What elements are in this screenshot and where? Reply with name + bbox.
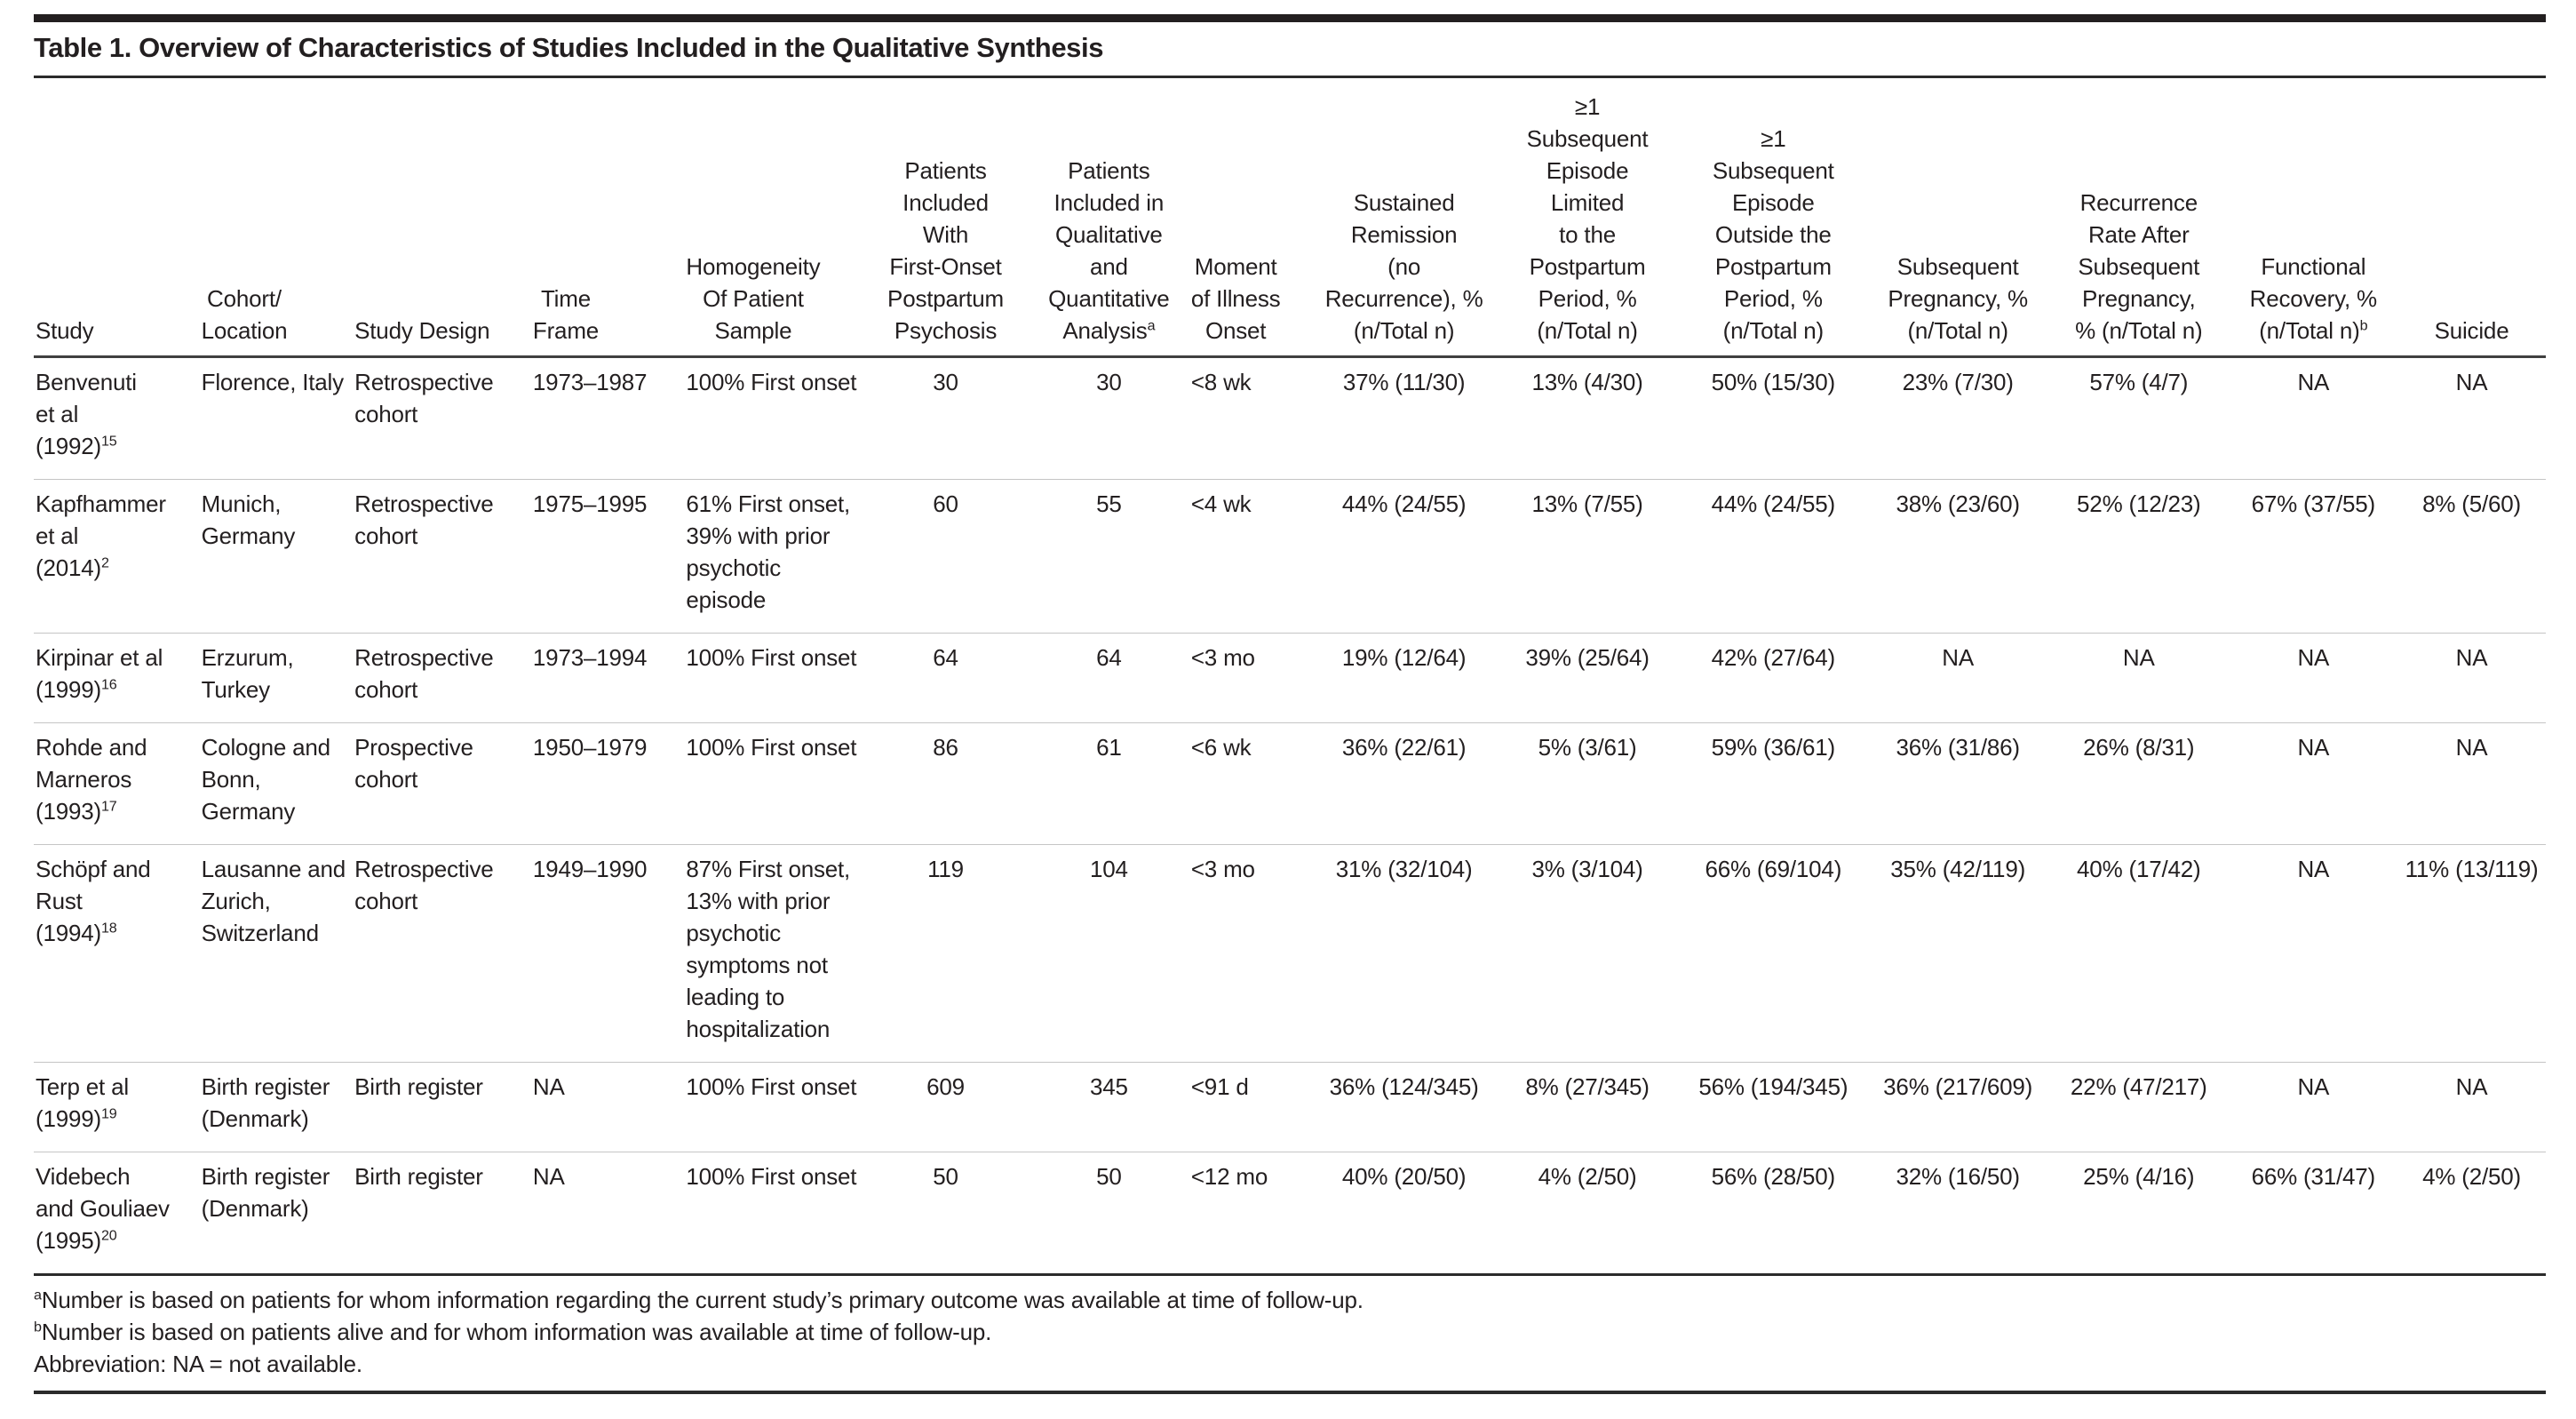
cell-recurrence_after_pregnancy: 40% (17/42) — [2048, 845, 2230, 1063]
cell-recurrence_after_pregnancy: 57% (4/7) — [2048, 357, 2230, 480]
cell-homogeneity: 100% First onset — [684, 357, 863, 480]
cell-cohort_location: Erzurum, Turkey — [200, 634, 354, 723]
header-row — [34, 78, 2546, 357]
table-footnotes — [34, 1276, 2546, 1391]
column-header-recurrence_after_pregnancy: Recurrence Rate After Subsequent Pregnancy, % (n/Total n) — [2048, 78, 2230, 357]
cell-time_frame: 1973–1987 — [531, 357, 685, 480]
cell-suicide: NA — [2397, 723, 2546, 845]
cell-patients_first_onset: 119 — [863, 845, 1029, 1063]
cell-functional_recovery: 66% (31/47) — [2230, 1152, 2397, 1275]
cell-study_design: Retrospective cohort — [353, 634, 531, 723]
column-header-episode_outside: ≥1 Subsequent Episode Outside the Postpartum Period, % (n/Total n) — [1679, 78, 1867, 357]
cell-illness_onset: <3 mo — [1189, 845, 1313, 1063]
cell-sustained_remission: 44% (24/55) — [1312, 480, 1495, 634]
cell-sustained_remission: 36% (22/61) — [1312, 723, 1495, 845]
cell-episode_postpartum: 5% (3/61) — [1496, 723, 1679, 845]
cell-subsequent_pregnancy: 35% (42/119) — [1867, 845, 2048, 1063]
cell-patients_analysis: 345 — [1029, 1063, 1189, 1152]
cell-subsequent_pregnancy: 32% (16/50) — [1867, 1152, 2048, 1275]
cell-patients_first_onset: 30 — [863, 357, 1029, 480]
cell-homogeneity: 61% First onset, 39% with prior psychotic episode — [684, 480, 863, 634]
cell-study_design: Birth register — [353, 1063, 531, 1152]
cell-episode_postpartum: 8% (27/345) — [1496, 1063, 1679, 1152]
cell-study: Kapfhammer et al $(2014)^2$ — [34, 480, 200, 634]
cell-study: Schöpf and Rust $(1994)^{18}$ — [34, 845, 200, 1063]
footnote-b — [34, 1316, 2546, 1348]
cell-study_design: Birth register — [353, 1152, 531, 1275]
column-header-cohort_location: Cohort/ Location — [200, 78, 354, 357]
cell-suicide: NA — [2397, 1063, 2546, 1152]
cell-subsequent_pregnancy: NA — [1867, 634, 2048, 723]
cell-cohort_location: Birth register (Denmark) — [200, 1063, 354, 1152]
cell-subsequent_pregnancy: 23% (7/30) — [1867, 357, 2048, 480]
cell-suicide: 8% (5/60) — [2397, 480, 2546, 634]
cell-episode_postpartum: 39% (25/64) — [1496, 634, 1679, 723]
reference-superscript: 18 — [100, 920, 117, 937]
cell-episode_outside: 56% (194/345) — [1679, 1063, 1867, 1152]
cell-illness_onset: <3 mo — [1189, 634, 1313, 723]
cell-cohort_location: Lausanne and Zurich, Switzerland — [200, 845, 354, 1063]
table-row — [34, 1152, 2546, 1275]
cell-patients_analysis: 61 — [1029, 723, 1189, 845]
cell-patients_first_onset: 50 — [863, 1152, 1029, 1275]
cell-functional_recovery: NA — [2230, 1063, 2397, 1152]
column-header-suicide: Suicide — [2397, 78, 2546, 357]
column-header-patients_analysis: Patients Included in Qualitative and Quantitative Analysis$^a$ — [1029, 78, 1189, 357]
cell-functional_recovery: NA — [2230, 357, 2397, 480]
cell-recurrence_after_pregnancy: 26% (8/31) — [2048, 723, 2230, 845]
cell-patients_first_onset: 60 — [863, 480, 1029, 634]
reference-superscript: 2 — [100, 554, 109, 571]
cell-homogeneity: 100% First onset — [684, 634, 863, 723]
cell-episode_postpartum: 3% (3/104) — [1496, 845, 1679, 1063]
reference-superscript: 16 — [100, 676, 117, 693]
cell-sustained_remission: 37% (11/30) — [1312, 357, 1495, 480]
column-header-functional_recovery: Functional Recovery, % (n/Total n)$^b$ — [2230, 78, 2397, 357]
cell-illness_onset: <6 wk — [1189, 723, 1313, 845]
cell-subsequent_pregnancy: 36% (31/86) — [1867, 723, 2048, 845]
cell-time_frame: NA — [531, 1063, 685, 1152]
reference-superscript: 17 — [100, 798, 117, 815]
cell-homogeneity: 100% First onset — [684, 723, 863, 845]
column-header-time_frame: Time Frame — [531, 78, 685, 357]
cell-suicide: 4% (2/50) — [2397, 1152, 2546, 1275]
column-header-illness_onset: Moment of Illness Onset — [1189, 78, 1313, 357]
table-top-rule — [34, 14, 2546, 22]
column-header-subsequent_pregnancy: Subsequent Pregnancy, % (n/Total n) — [1867, 78, 2048, 357]
cell-functional_recovery: NA — [2230, 723, 2397, 845]
cell-recurrence_after_pregnancy: 25% (4/16) — [2048, 1152, 2230, 1275]
header-footnote-marker: b — [2359, 317, 2368, 334]
cell-illness_onset: <4 wk — [1189, 480, 1313, 634]
cell-patients_analysis: 64 — [1029, 634, 1189, 723]
cell-episode_outside: 56% (28/50) — [1679, 1152, 1867, 1275]
table-bottom-rule — [34, 1391, 2546, 1394]
cell-cohort_location: Birth register (Denmark) — [200, 1152, 354, 1275]
cell-patients_analysis: 55 — [1029, 480, 1189, 634]
cell-time_frame: 1975–1995 — [531, 480, 685, 634]
cell-illness_onset: <8 wk — [1189, 357, 1313, 480]
cell-suicide: 11% (13/119) — [2397, 845, 2546, 1063]
cell-episode_outside: 44% (24/55) — [1679, 480, 1867, 634]
cell-cohort_location: Munich, Germany — [200, 480, 354, 634]
cell-time_frame: 1950–1979 — [531, 723, 685, 845]
cell-study_design: Retrospective cohort — [353, 357, 531, 480]
cell-recurrence_after_pregnancy: NA — [2048, 634, 2230, 723]
cell-sustained_remission: 36% (124/345) — [1312, 1063, 1495, 1152]
studies-table — [34, 78, 2546, 1276]
cell-time_frame: NA — [531, 1152, 685, 1275]
column-header-patients_first_onset: Patients Included With First-Onset Postpartum Psychosis — [863, 78, 1029, 357]
column-header-study: Study — [34, 78, 200, 357]
footnote-marker: b — [34, 1319, 42, 1335]
table-row — [34, 723, 2546, 845]
cell-study: Videbech and Gouliaev $(1995)^{20}$ — [34, 1152, 200, 1275]
table-body — [34, 357, 2546, 1275]
column-header-homogeneity: Homogeneity Of Patient Sample — [684, 78, 863, 357]
cell-homogeneity: 87% First onset, 13% with prior psychotic symptoms not leading to hospitalization — [684, 845, 863, 1063]
table-title: Table 1. Overview of Characteristics of Studies Included in the Qualitative Synthesis — [34, 22, 2546, 78]
cell-cohort_location: Florence, Italy — [200, 357, 354, 480]
column-header-sustained_remission: Sustained Remission (no Recurrence), % (n/Total n) — [1312, 78, 1495, 357]
cell-functional_recovery: NA — [2230, 634, 2397, 723]
cell-illness_onset: <12 mo — [1189, 1152, 1313, 1275]
table-row — [34, 845, 2546, 1063]
reference-superscript: 15 — [100, 433, 117, 450]
cell-study: Benvenuti et al $(1992)^{15}$ — [34, 357, 200, 480]
cell-patients_first_onset: 86 — [863, 723, 1029, 845]
cell-illness_onset: <91 d — [1189, 1063, 1313, 1152]
cell-patients_analysis: 50 — [1029, 1152, 1189, 1275]
cell-subsequent_pregnancy: 38% (23/60) — [1867, 480, 2048, 634]
reference-superscript: 20 — [100, 1227, 117, 1244]
cell-episode_postpartum: 4% (2/50) — [1496, 1152, 1679, 1275]
cell-patients_first_onset: 64 — [863, 634, 1029, 723]
cell-functional_recovery: NA — [2230, 845, 2397, 1063]
table-row — [34, 1063, 2546, 1152]
cell-study_design: Retrospective cohort — [353, 845, 531, 1063]
cell-sustained_remission: 40% (20/50) — [1312, 1152, 1495, 1275]
cell-episode_outside: 66% (69/104) — [1679, 845, 1867, 1063]
cell-sustained_remission: 31% (32/104) — [1312, 845, 1495, 1063]
cell-study: Rohde and Marneros $(1993)^{17}$ — [34, 723, 200, 845]
cell-patients_analysis: 104 — [1029, 845, 1189, 1063]
cell-recurrence_after_pregnancy: 52% (12/23) — [2048, 480, 2230, 634]
cell-episode_postpartum: 13% (7/55) — [1496, 480, 1679, 634]
column-header-episode_postpartum: ≥1 Subsequent Episode Limited to the Postpartum Period, % (n/Total n) — [1496, 78, 1679, 357]
cell-cohort_location: Cologne and Bonn, Germany — [200, 723, 354, 845]
footnote-marker: a — [34, 1287, 42, 1303]
cell-homogeneity: 100% First onset — [684, 1063, 863, 1152]
cell-patients_first_onset: 609 — [863, 1063, 1029, 1152]
table-row — [34, 634, 2546, 723]
cell-sustained_remission: 19% (12/64) — [1312, 634, 1495, 723]
cell-study_design: Retrospective cohort — [353, 480, 531, 634]
footnote-abbreviation — [34, 1348, 2546, 1380]
cell-episode_outside: 50% (15/30) — [1679, 357, 1867, 480]
cell-suicide: NA — [2397, 634, 2546, 723]
cell-episode_outside: 59% (36/61) — [1679, 723, 1867, 845]
cell-episode_postpartum: 13% (4/30) — [1496, 357, 1679, 480]
table-row — [34, 480, 2546, 634]
cell-study: Kirpinar et al $(1999)^{16}$ — [34, 634, 200, 723]
cell-recurrence_after_pregnancy: 22% (47/217) — [2048, 1063, 2230, 1152]
table-header — [34, 78, 2546, 357]
column-header-study_design: Study Design — [353, 78, 531, 357]
header-footnote-marker: a — [1147, 317, 1156, 334]
cell-suicide: NA — [2397, 357, 2546, 480]
cell-time_frame: 1973–1994 — [531, 634, 685, 723]
cell-patients_analysis: 30 — [1029, 357, 1189, 480]
cell-episode_outside: 42% (27/64) — [1679, 634, 1867, 723]
cell-time_frame: 1949–1990 — [531, 845, 685, 1063]
footnote-text: Abbreviation: NA = not available. — [34, 1351, 362, 1377]
cell-functional_recovery: 67% (37/55) — [2230, 480, 2397, 634]
reference-superscript: 19 — [100, 1105, 117, 1122]
footnote-text: Number is based on patients for whom information regarding the current study’s primary outcome was available at time of follow-up. — [41, 1287, 1364, 1313]
cell-study_design: Prospective cohort — [353, 723, 531, 845]
table-row — [34, 357, 2546, 480]
cell-study: Terp et al $(1999)^{19}$ — [34, 1063, 200, 1152]
footnote-a — [34, 1284, 2546, 1316]
cell-homogeneity: 100% First onset — [684, 1152, 863, 1275]
cell-subsequent_pregnancy: 36% (217/609) — [1867, 1063, 2048, 1152]
footnote-text: Number is based on patients alive and for whom information was available at time of follow-up. — [41, 1319, 992, 1345]
